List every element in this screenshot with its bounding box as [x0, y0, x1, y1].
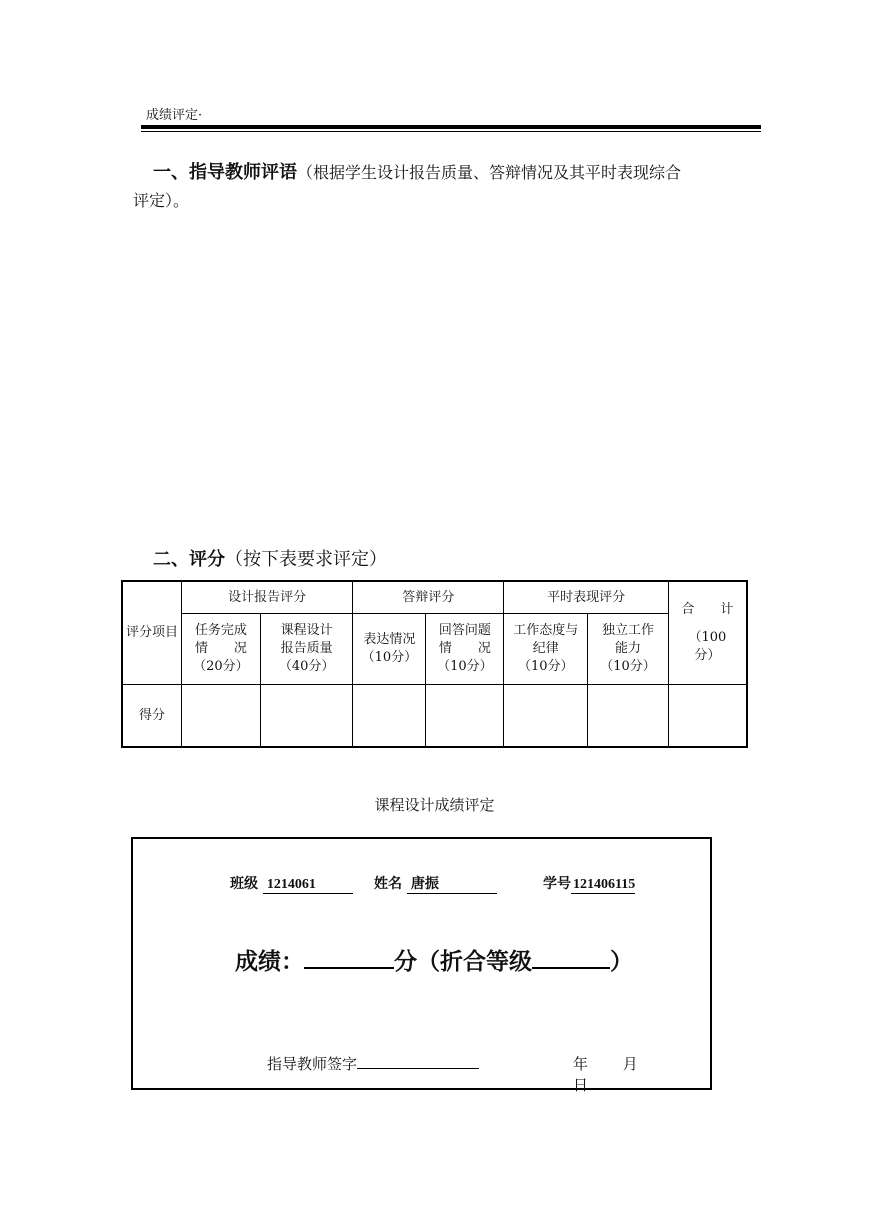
item-line: （10分） — [517, 659, 574, 674]
item-line: （40分） — [278, 659, 335, 674]
section1-title: 一、指导教师评语 — [153, 162, 297, 183]
item-line: （10分） — [600, 659, 656, 674]
section1-note-line2: 评定）。 — [133, 191, 190, 210]
table-row-items — [122, 614, 747, 685]
card-title: 课程设计成绩评定 — [374, 797, 495, 814]
table-row-score — [122, 685, 747, 748]
item-line: 独立工作 — [601, 623, 654, 638]
item-line: （20分） — [193, 659, 249, 674]
section1-note-line1: （根据学生设计报告质量、答辩情况及其平时表现综合 — [297, 163, 682, 182]
grade-card — [131, 837, 712, 1094]
score-table — [121, 580, 748, 748]
item-line: 纪律 — [532, 641, 559, 656]
score-input-cell[interactable] — [260, 685, 352, 748]
grade-score-blank[interactable] — [304, 966, 394, 969]
header-rule-thick — [141, 125, 761, 129]
item-line: 情 况 — [438, 641, 491, 656]
header-label: 成绩评定· — [146, 108, 203, 123]
item-line: 情 况 — [194, 641, 247, 656]
group-daily: 平时表现评分 — [504, 581, 668, 614]
score-input-cell[interactable] — [426, 685, 504, 748]
name-value[interactable]: 唐振 — [407, 873, 497, 894]
id-value[interactable]: 121406115 — [573, 877, 636, 892]
score-input-cell[interactable] — [353, 685, 426, 748]
day-label: 日 — [573, 1076, 589, 1094]
section1 — [133, 159, 743, 215]
class-field — [230, 873, 353, 894]
id-label: 学号 — [543, 876, 571, 892]
signature-field — [267, 1053, 479, 1074]
group-defense: 答辩评分 — [353, 581, 504, 614]
total-label-1: 合 计 — [681, 602, 734, 617]
grade-level-blank[interactable] — [532, 966, 610, 969]
score-input-cell[interactable] — [504, 685, 588, 748]
section2-title: 二、评分 — [153, 549, 225, 570]
year-label: 年 — [573, 1055, 589, 1073]
month-label: 月 — [622, 1055, 638, 1073]
class-label: 班级 — [230, 876, 258, 892]
item-line: （10分） — [361, 650, 418, 665]
class-value[interactable]: 1214061 — [263, 877, 353, 894]
item-line: 任务完成 — [194, 623, 247, 638]
total-cell — [668, 581, 747, 685]
group-report: 设计报告评分 — [181, 581, 352, 614]
item-line: 表达情况 — [363, 632, 416, 647]
grade-label: 成绩： — [235, 949, 304, 975]
item-line: 课程设计 — [280, 623, 333, 638]
grade-mid: 分（折合等级 — [394, 949, 532, 975]
item-line: （10分） — [437, 659, 493, 674]
score-input-cell[interactable] — [181, 685, 260, 748]
date-line — [573, 1053, 710, 1095]
total-label-3: 分） — [694, 648, 721, 663]
section2 — [153, 545, 387, 571]
score-label-cell: 得分 — [122, 685, 181, 748]
item-line: 报告质量 — [280, 641, 333, 656]
item-line: 回答问题 — [438, 623, 491, 638]
item-line: 工作态度与 — [513, 623, 579, 638]
item-cell-independence — [588, 614, 669, 685]
grade-line — [235, 943, 633, 976]
row-label-cell: 评分项目 — [122, 581, 181, 685]
score-input-cell[interactable] — [588, 685, 669, 748]
section2-note: （按下表要求评定） — [225, 549, 387, 570]
item-line: 能力 — [614, 641, 641, 656]
item-cell-answers — [426, 614, 504, 685]
name-field — [374, 873, 497, 894]
signature-blank[interactable] — [357, 1067, 479, 1069]
item-cell-expression — [353, 614, 426, 685]
name-label: 姓名 — [374, 876, 402, 892]
grade-end: ） — [610, 949, 633, 975]
signature-label: 指导教师签字 — [267, 1055, 358, 1073]
item-cell-task — [181, 614, 260, 685]
score-total-cell[interactable] — [668, 685, 747, 748]
item-cell-report — [260, 614, 352, 685]
item-cell-attitude — [504, 614, 588, 685]
total-label-2: （100 — [688, 630, 727, 645]
id-field — [543, 873, 635, 894]
header-rule-thin — [141, 131, 761, 132]
table-row-groups — [122, 581, 747, 614]
